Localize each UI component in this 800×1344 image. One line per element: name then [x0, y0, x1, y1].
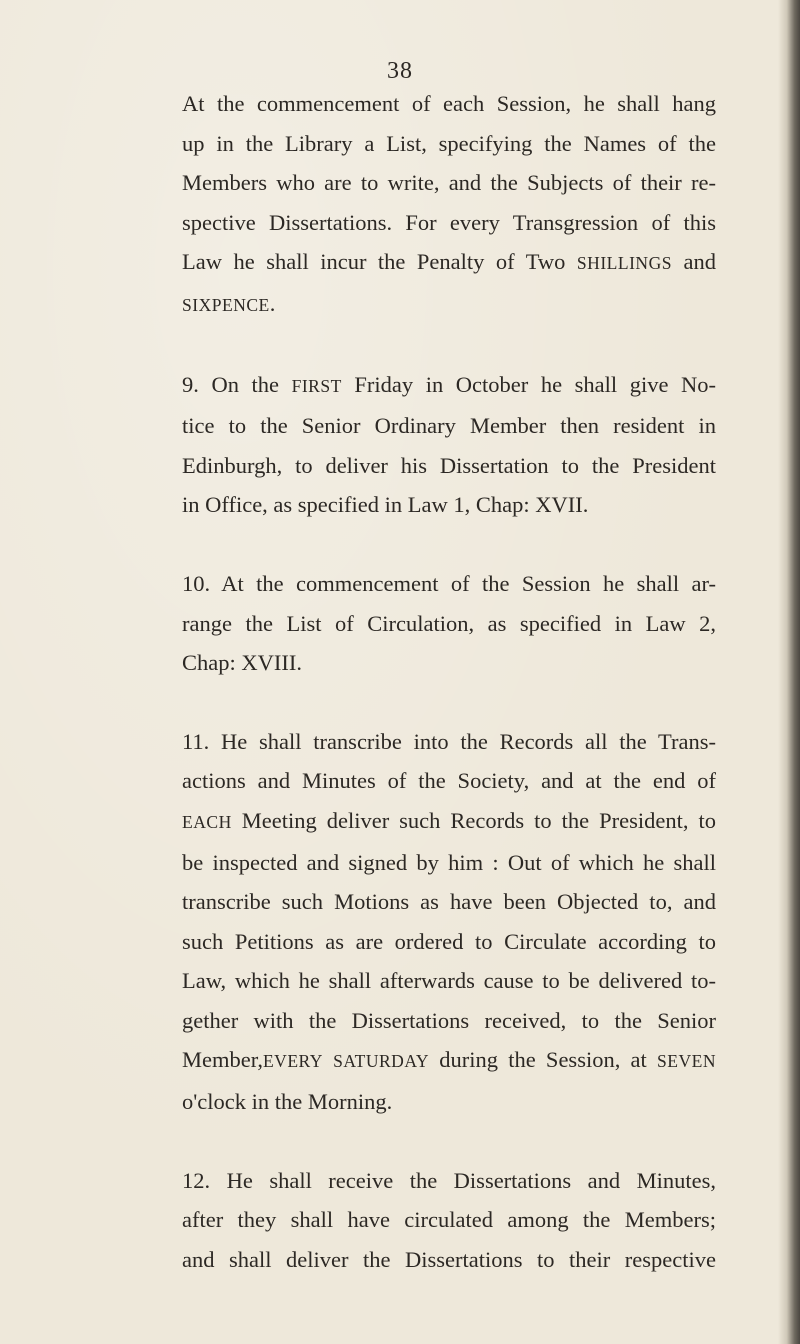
paragraph-law-11 [182, 722, 716, 1122]
text-line: EACH Meeting deliver such Records to the President, to [182, 807, 716, 833]
small-caps-word: SATURDAY [333, 1051, 430, 1072]
paragraph-session-list [182, 84, 716, 326]
text-line: Member,EVERY SATURDAY during the Session, at SEVEN [182, 1047, 716, 1073]
text-line: up in the Library a List, specifying the Names of the [182, 130, 716, 156]
text-line: 12. He shall receive the Dissertations and Minutes, [182, 1167, 716, 1193]
small-caps-word: SEVEN [657, 1051, 716, 1072]
text-line: be inspected and signed by him : Out of which he shall [182, 849, 716, 875]
text-line: 9. On the FIRST Friday in October he shall give No- [182, 371, 716, 397]
small-caps-word: SIXPENCE [182, 294, 270, 315]
text-line: 11. He shall transcribe into the Records all the Trans- [182, 728, 716, 754]
text-line: At the commencement of each Session, he shall hang [182, 91, 716, 116]
text-line: such Petitions as are ordered to Circulate according to [182, 928, 716, 954]
paragraph-law-9 [182, 365, 716, 525]
text-line: transcribe such Motions as have been Objected to, and [182, 889, 716, 915]
text-line: range the List of Circulation, as specified in Law 2, [182, 610, 716, 636]
text-line: Law, which he shall afterwards cause to be delivered to- [182, 968, 716, 994]
small-caps-word: EACH [182, 811, 232, 832]
text-line: Law he shall incur the Penalty of Two SHILLINGS and [182, 249, 716, 275]
text-line: gether with the Dissertations received, to the Senior [182, 1007, 716, 1033]
text-line: Chap: XVIII. [182, 650, 302, 676]
paragraph-law-10 [182, 564, 716, 683]
small-caps-word: FIRST [291, 375, 342, 396]
page-binding-edge [778, 0, 800, 1344]
text-line: after they shall have circulated among the Members; [182, 1207, 716, 1233]
text-line: in Office, as specified in Law 1, Chap: XVII. [182, 492, 589, 518]
text-line: o'clock in the Morning. [182, 1089, 393, 1115]
text-line: spective Dissertations. For every Transgression of this [182, 209, 716, 235]
body-text [182, 84, 716, 1279]
text-line: 10. At the commencement of the Session he shall ar- [182, 570, 716, 596]
paragraph-law-12 [182, 1161, 716, 1280]
text-line: SIXPENCE. [182, 290, 276, 316]
small-caps-word: SHILLINGS [576, 253, 672, 274]
small-caps-word: EVERY [262, 1051, 323, 1072]
text-line: tice to the Senior Ordinary Member then resident in [182, 413, 716, 439]
text-line: Edinburgh, to deliver his Dissertation to the President [182, 452, 716, 478]
page-number: 38 [387, 58, 413, 84]
text-line: actions and Minutes of the Society, and at the end of [182, 768, 716, 794]
text-line: Members who are to write, and the Subjects of their re- [182, 170, 716, 196]
text-line: and shall deliver the Dissertations to their respective [182, 1246, 716, 1272]
